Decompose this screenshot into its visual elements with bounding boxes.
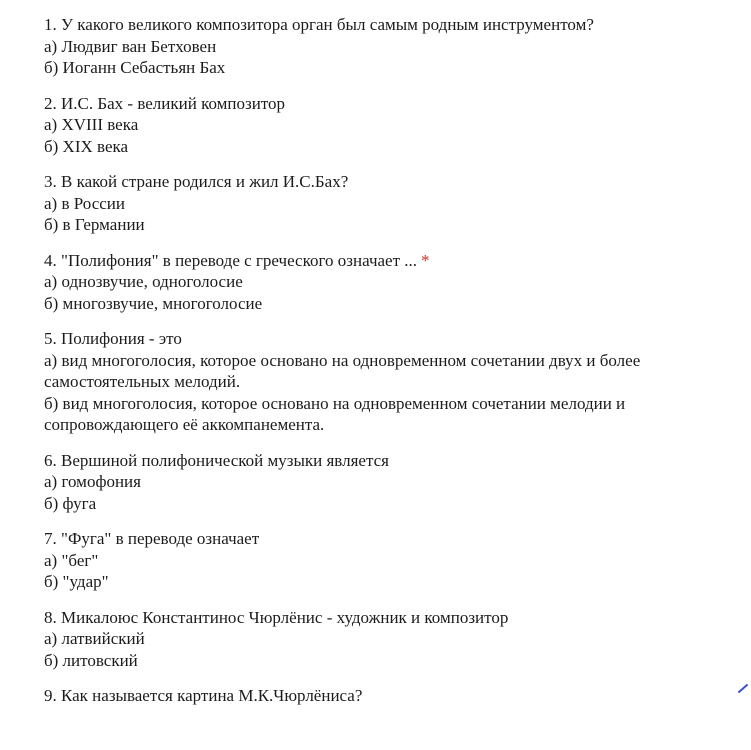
question-title: 3. В какой стране родился и жил И.С.Бах? xyxy=(44,172,349,191)
question-3 xyxy=(44,171,734,236)
option-a: а) "бег" xyxy=(44,550,99,570)
question-7 xyxy=(44,528,734,593)
quiz-document xyxy=(44,14,734,721)
option-b: б) в Германии xyxy=(44,215,145,234)
option-a: а) однозвучие, одноголосие xyxy=(44,272,243,291)
option-b: б) Иоганн Себастьян Бах xyxy=(44,58,226,77)
option-a: а) XVIII века xyxy=(44,115,139,134)
question-4 xyxy=(44,250,734,315)
question-title: 2. И.С. Бах - великий композитор xyxy=(44,93,286,113)
question-title-row xyxy=(44,250,734,272)
question-title: 8. Микалоюс Константинос Чюрлёнис - художник и композитор xyxy=(44,607,509,627)
question-2 xyxy=(44,93,734,158)
option-b: б) литовский xyxy=(44,650,138,670)
question-title: 7. "Фуга" в переводе означает xyxy=(44,529,260,548)
required-mark: * xyxy=(421,250,430,270)
question-6 xyxy=(44,450,734,515)
question-1 xyxy=(44,14,734,79)
option-a: а) латвийский xyxy=(44,629,145,648)
option-b: б) фуга xyxy=(44,493,97,513)
option-b: б) XIX века xyxy=(44,136,129,156)
question-title: 9. Как называется картина М.К.Чюрлёниса? xyxy=(44,686,363,705)
option-a: а) вид многоголосия, которое основано на одновременном сочетании двух и более самостоятельных мелодий. xyxy=(44,350,641,391)
question-8 xyxy=(44,607,734,672)
question-title: 6. Вершиной полифонической музыки является xyxy=(44,450,389,470)
option-b: б) "удар" xyxy=(44,572,109,591)
question-title: 1. У какого великого композитора орган был самым родным инструментом? xyxy=(44,15,594,34)
question-title: 5. Полифония - это xyxy=(44,329,182,348)
option-b: б) вид многоголосия, которое основано на одновременном сочетании мелодии и сопровождающего её аккомпанемента. xyxy=(44,393,626,434)
option-a: а) Людвиг ван Бетховен xyxy=(44,36,217,56)
pen-stroke-icon xyxy=(737,682,749,694)
question-5 xyxy=(44,328,734,436)
question-title: 4. "Полифония" в переводе с греческого означает ... xyxy=(44,250,418,270)
option-a: а) в России xyxy=(44,193,125,213)
option-b: б) многозвучие, многоголосие xyxy=(44,293,263,313)
option-a: а) гомофония xyxy=(44,472,141,491)
question-9 xyxy=(44,685,734,707)
